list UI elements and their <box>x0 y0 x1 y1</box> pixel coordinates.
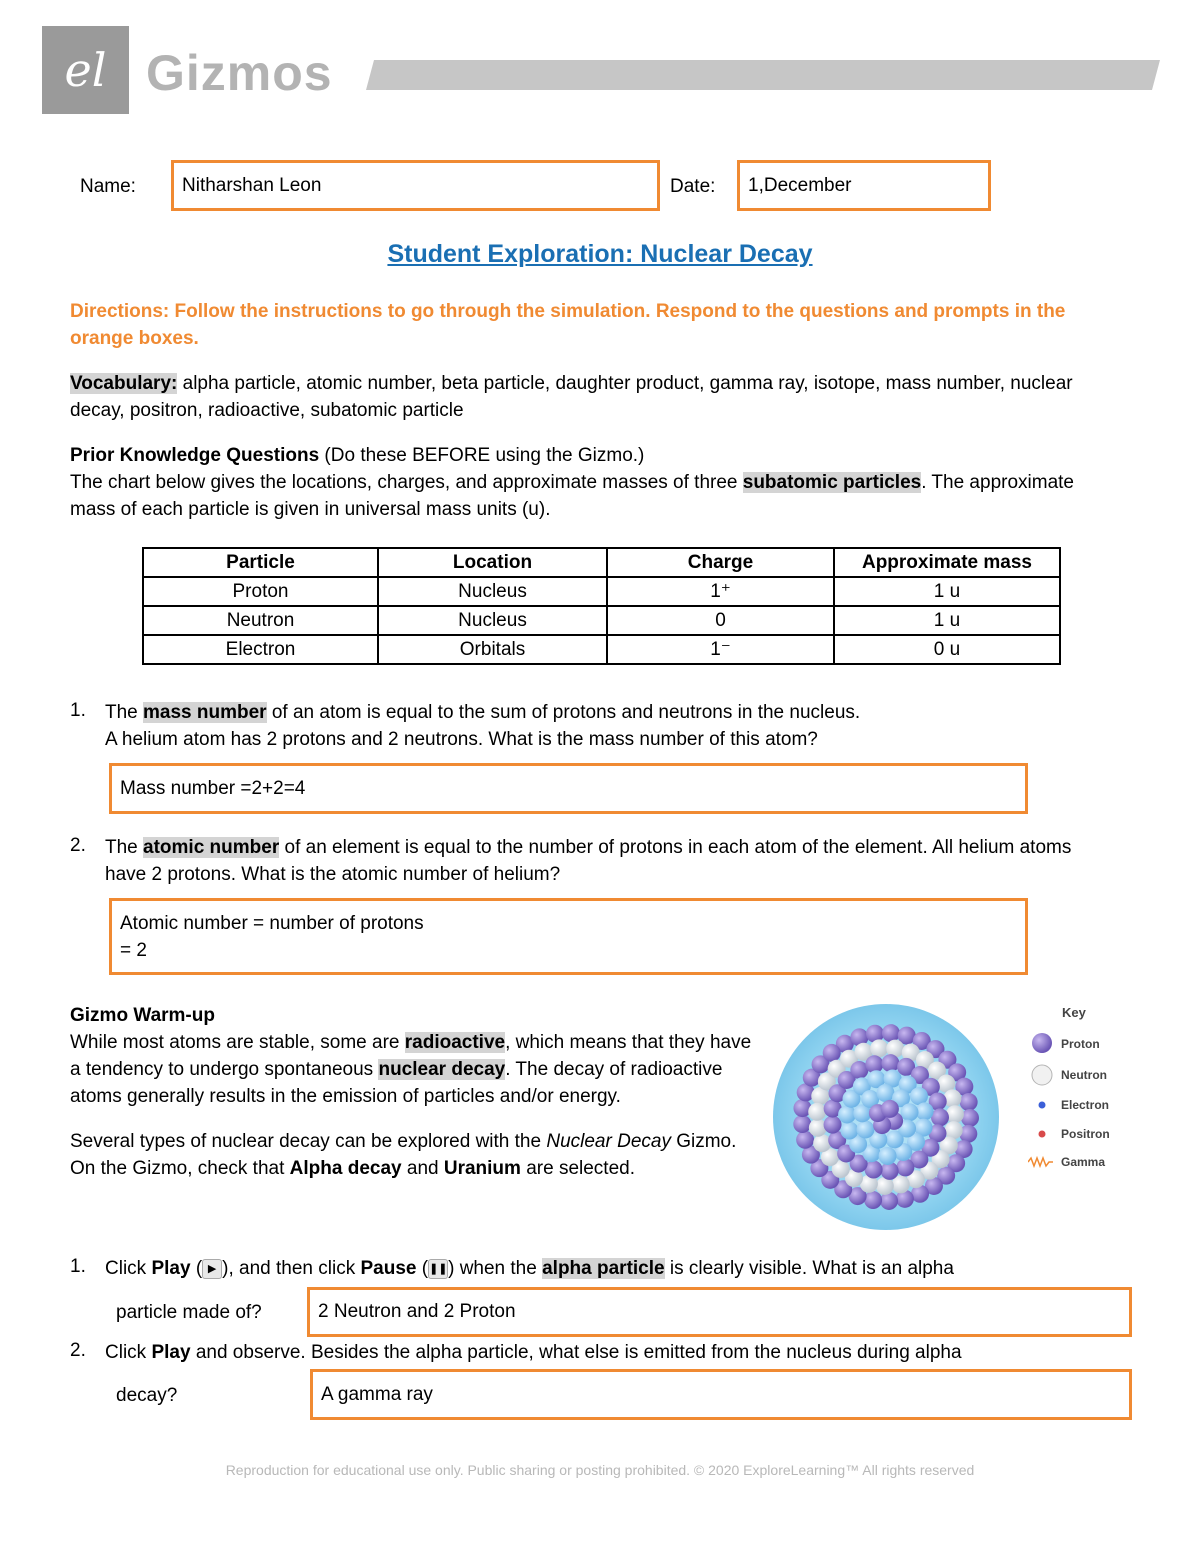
key-neutron: Neutron <box>1061 1068 1107 1082</box>
nucleon <box>876 1084 894 1102</box>
key-icons <box>1028 1030 1058 1170</box>
proton-icon <box>1032 1033 1052 1053</box>
nucleus-illustration <box>770 1002 1002 1232</box>
nucleon <box>813 1134 831 1152</box>
table-header-row: Particle Location Charge Approximate mass <box>143 548 1060 577</box>
w2-number: 2. <box>70 1340 86 1361</box>
pause-icon: ❚❚ <box>428 1259 448 1279</box>
table-row: Electron Orbitals 1⁻ 0 u <box>143 635 1060 664</box>
warmup-heading: Gizmo Warm-up <box>70 1005 215 1026</box>
nucleon <box>840 1122 858 1140</box>
warmup-section: Gizmo Warm-up While most atoms are stable, some are radioactive, which means that they have a tendency to undergo spontaneous nuclear decay. The decay of radioactive atoms generally results in the emission of particles and/or energy. Several types of nuclear decay can be explored with the Nuclear Decay Gizmo. On the Gizmo, check that Alpha decay and Uranium are selected. <box>70 1005 752 1179</box>
table-row: Proton Nucleus 1⁺ 1 u <box>143 577 1060 606</box>
particle-table <box>142 547 1061 665</box>
key-gamma: Gamma <box>1061 1155 1106 1169</box>
nucleon <box>931 1108 949 1126</box>
positron-icon <box>1039 1131 1046 1138</box>
explorelearning-logo: el <box>42 26 129 114</box>
date-label: Date: <box>670 176 716 197</box>
nucleon <box>823 1044 841 1062</box>
neutron-icon <box>1032 1065 1052 1085</box>
gamma-icon <box>1028 1158 1053 1166</box>
header-bar <box>366 60 1160 90</box>
nucleon <box>864 1191 882 1209</box>
key-electron: Electron <box>1061 1098 1110 1112</box>
nucleon <box>793 1115 811 1133</box>
nucleon <box>882 1024 900 1042</box>
w1-answer-box[interactable]: 2 Neutron and 2 Proton <box>307 1287 1132 1337</box>
q2-number: 2. <box>70 835 86 856</box>
nucleon <box>896 1158 914 1176</box>
gizmos-brand: Gizmos <box>146 45 333 101</box>
prior-heading: Prior Knowledge Questions <box>70 445 320 466</box>
nucleon <box>808 1103 826 1121</box>
w2-text: Click Play and observe. Besides the alpha particle, what else is emitted from the nucleus during alpha <box>105 1342 962 1363</box>
nucleon <box>856 1120 874 1138</box>
nucleon <box>870 1039 888 1057</box>
prior-intro: The chart below gives the locations, charges, and approximate masses of three subatomic particles. The approximate mass of each particle is given in universal mass units (u). <box>70 472 1074 520</box>
w1-line2: particle made of? <box>116 1302 262 1323</box>
w1-text: Click Play ( ▶ ), and then click Pause (❚❚) when the alpha particle is clearly visible. What is an alpha <box>105 1258 954 1279</box>
vocabulary-label: Vocabulary: <box>70 373 178 394</box>
name-label: Name: <box>80 176 136 197</box>
key-title: Key <box>1062 1005 1086 1020</box>
w1-number: 1. <box>70 1256 86 1277</box>
date-field[interactable]: 1,December <box>737 160 991 211</box>
table-row: Neutron Nucleus 0 1 u <box>143 606 1060 635</box>
nucleon <box>946 1105 964 1123</box>
directions: Directions: Follow the instructions to go through the simulation. Respond to the questions and prompts in the orange boxes. <box>70 301 1066 349</box>
vocabulary: Vocabulary: alpha particle, atomic number, beta particle, daughter product, gamma ray, isotope, mass number, nuclear decay, positron, radioactive, subatomic particle <box>70 373 1073 421</box>
nucleon <box>960 1093 978 1111</box>
q2-answer-box[interactable]: Atomic number = number of protons = 2 <box>109 898 1028 975</box>
nucleon <box>824 1116 842 1134</box>
nucleon <box>901 1103 919 1121</box>
nucleon <box>945 1121 963 1139</box>
q1-answer-box[interactable]: Mass number =2+2=4 <box>109 763 1028 814</box>
footer-notice: Reproduction for educational use only. Public sharing or posting prohibited. © 2020 ExploreLearning™ All rights reserved <box>225 1462 975 1478</box>
play-icon: ▶ <box>202 1259 222 1279</box>
prior-knowledge: Prior Knowledge Questions (Do these BEFORE using the Gizmo.) The chart below gives the locations, charges, and approximate masses of three subatomic particles. The approximate mass of each particle is given in universal mass units (u). <box>70 442 1100 523</box>
name-field[interactable]: Nitharshan Leon <box>171 160 660 211</box>
w2-answer-box[interactable]: A gamma ray <box>310 1369 1132 1420</box>
page-title: Student Exploration: Nuclear Decay <box>387 240 813 268</box>
q2-text: The atomic number of an element is equal to the number of protons in each atom of the element. All helium atoms have 2 protons. What is the atomic number of helium? <box>105 837 1072 885</box>
key-proton: Proton <box>1061 1037 1100 1051</box>
w2-line2: decay? <box>116 1385 178 1406</box>
key-positron: Positron <box>1061 1127 1110 1141</box>
q1-number: 1. <box>70 700 86 721</box>
nucleon <box>879 1147 897 1165</box>
nucleon <box>881 1100 899 1118</box>
nucleon <box>961 1109 979 1127</box>
electron-icon <box>1039 1102 1046 1109</box>
q1-text: The mass number of an atom is equal to the sum of protons and neutrons in the nucleus. A helium atom has 2 protons and 2 neutrons. What is the mass number of this atom? <box>105 702 861 750</box>
nucleon <box>881 1054 899 1072</box>
